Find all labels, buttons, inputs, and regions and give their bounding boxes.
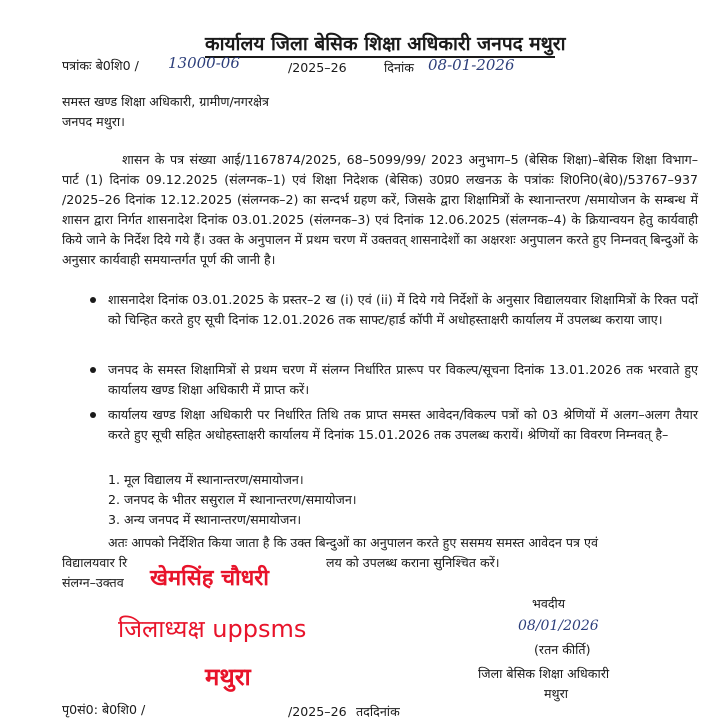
reference-label: पत्रांकः बे0शि0 / bbox=[62, 58, 139, 73]
sincerely-label: भवदीय bbox=[532, 596, 566, 611]
recipient-line-1: समस्त खण्ड शिक्षा अधिकारी, ग्रामीण/नगरक्षेत्र bbox=[62, 94, 269, 109]
signatory-city: मथुरा bbox=[544, 686, 568, 701]
closing-line-2-start: विद्यालयवार रि bbox=[62, 555, 128, 570]
overlay-designation: जिलाध्यक्ष uppsms bbox=[118, 615, 307, 643]
bullet-item-1: शासनादेश दिनांक 03.01.2025 के प्रस्तर–2 ख (i) एवं (ii) में दिये गये निर्देशों के अनुसार विद्यालयवार शिक्षामित्रों के रिक्त पदों को चिन्हित करते हुए सूची दिनांक 12.01.2026 तक साफ्ट/हार्ड कॉपी में अधोहस्ताक्षरी कार्यालय में उपलब्ध कराया जाए। bbox=[108, 292, 698, 327]
bullet-dot bbox=[90, 367, 96, 373]
footer-reference-year: /2025–26 bbox=[288, 704, 347, 719]
handwritten-signature: 08/01/2026 bbox=[518, 618, 599, 634]
reference-year: /2025–26 bbox=[288, 60, 347, 75]
page-title: कार्यालय जिला बेसिक शिक्षा अधिकारी जनपद मथुरा bbox=[205, 33, 566, 55]
signatory-name: (रतन कीर्ति) bbox=[534, 642, 591, 657]
date-label: दिनांक bbox=[384, 60, 414, 75]
bullet-item-3: कार्यालय खण्ड शिक्षा अधिकारी पर निर्धारित तिथि तक प्राप्त समस्त आवेदन/विकल्प पत्रों को 03 श्रेणियों में अलग–अलग तैयार करते हुए सूची सहित अधोहस्ताक्षरी कार्यालय में दिनांक 15.01.2026 तक उपलब्ध करायें। श्रेणियों का विवरण निम्नवत् है– bbox=[108, 407, 698, 442]
closing-line-2-end: लय को उपलब्ध कराना सुनिश्चित करें। bbox=[326, 555, 500, 570]
bullet-dot bbox=[90, 297, 96, 303]
date-value: 08-01-2026 bbox=[428, 56, 515, 74]
footer-date-label: तददिनांक bbox=[356, 704, 400, 719]
bullet-dot bbox=[90, 412, 96, 418]
category-3: 3. अन्य जनपद में स्थानान्तरण/समायोजन। bbox=[108, 512, 302, 527]
category-1: 1. मूल विद्यालय में स्थानान्तरण/समायोजन। bbox=[108, 472, 304, 487]
footer-reference-label: पृ0सं0: बे0शि0 / bbox=[62, 702, 146, 717]
bullet-item-2: जनपद के समस्त शिक्षामित्रों से प्रथम चरण में संलग्न निर्धारित प्रारूप पर विकल्प/सूचना दिनांक 13.01.2026 तक भरवाते हुए कार्यालय खण्ड शिक्षा अधिकारी में प्राप्त करें। bbox=[108, 362, 698, 397]
enclosure-label: संलग्न–उक्तव bbox=[62, 575, 124, 590]
signatory-designation: जिला बेसिक शिक्षा अधिकारी bbox=[478, 666, 610, 681]
closing-line-1: अतः आपको निर्देशित किया जाता है कि उक्त बिन्दुओं का अनुपालन करते हुए ससमय समस्त आवेदन पत्र एवं bbox=[108, 535, 598, 550]
intro-paragraph: शासन के पत्र संख्या आई/1167874/2025, 68–5099/99/ 2023 अनुभाग–5 (बेसिक शिक्षा)–बेसिक शिक्षा विभाग–पार्ट (1) दिनांक 09.12.2025 (संलग्नक–1) एवं शिक्षा निदेशक (बेसिक) उ0प्र0 लखनऊ के पत्रांकः शि0नि0(बे0)/53767–937 /2025–26 दिनांक 12.12.2025 (संलग्नक–2) का सन्दर्भ ग्रहण करें, जिसके द्वारा शिक्षामित्रों के स्थानान्तरण /समायोजन के सम्बन्ध में शासन द्वारा निर्गत शासनादेश दिनांक 03.01.2025 (संलग्नक–3) एवं दिनांक 12.06.2025 (संलग्नक–4) के क्रियान्वयन हेतु कार्यवाही किये जाने के निर्देश दिये गये हैं। उक्त के अनुपालन में प्रथम चरण में उक्तवत् शासनादेशों का अक्षरशः अनुपालन करते हुए निम्नवत् बिन्दुओं के अनुसार कार्यवाही समयान्तर्गत पूर्ण की जानी है। bbox=[62, 152, 698, 267]
overlay-city: मथुरा bbox=[205, 663, 251, 691]
reference-number: 13000-06 bbox=[168, 54, 240, 72]
overlay-name: खेमसिंह चौधरी bbox=[150, 566, 269, 591]
category-2: 2. जनपद के भीतर ससुराल में स्थानान्तरण/समायोजन। bbox=[108, 492, 357, 507]
recipient-line-2: जनपद मथुरा। bbox=[62, 114, 125, 129]
